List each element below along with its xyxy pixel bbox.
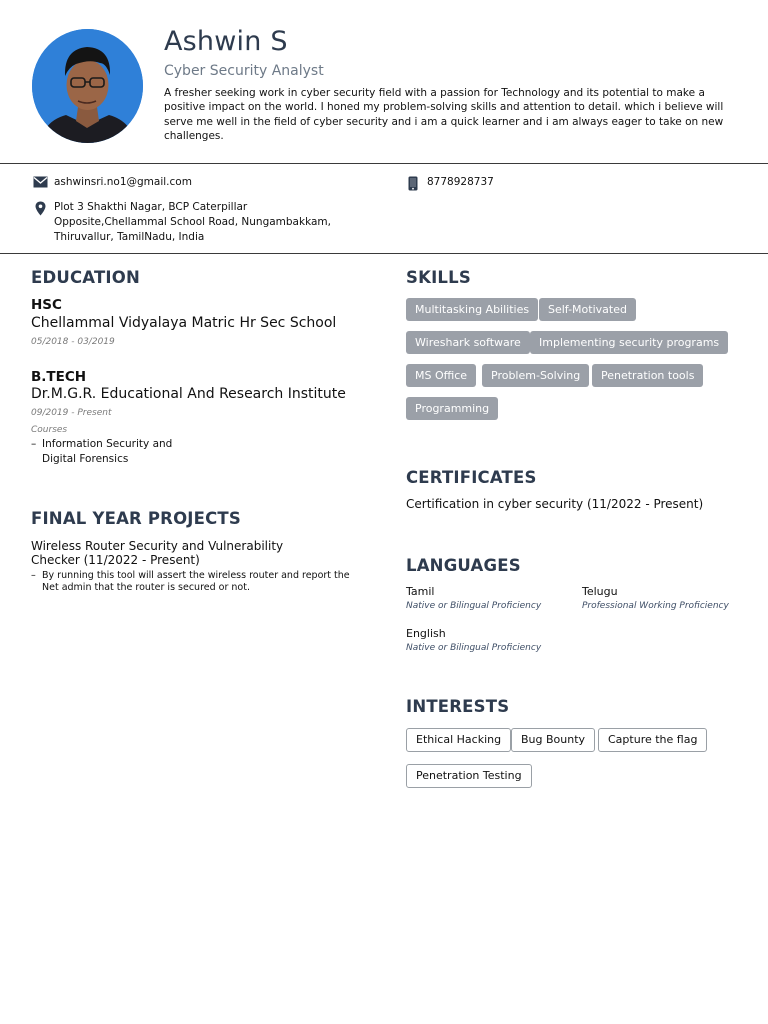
- skill-chip: Self-Motivated: [539, 298, 636, 321]
- course-item: [31, 437, 201, 466]
- bullet-dash: –: [31, 438, 37, 450]
- interest-chip: Bug Bounty: [511, 728, 595, 752]
- education-school: Chellammal Vidyalaya Matric Hr Sec School: [31, 315, 337, 331]
- language-level: Native or Bilingual Proficiency: [406, 601, 542, 611]
- education-school: Dr.M.G.R. Educational And Research Institute: [31, 386, 346, 402]
- skill-chip: Problem-Solving: [482, 364, 589, 387]
- education-degree: HSC: [31, 297, 62, 313]
- project-bullet-text: By running this tool will assert the wireless router and report the Net admin that the router is secured or not.: [42, 570, 350, 593]
- divider-middle: [0, 253, 768, 254]
- skill-chip: Programming: [406, 397, 498, 420]
- interests-heading: INTERESTS: [406, 697, 510, 716]
- profile-photo: [32, 29, 143, 143]
- envelope-icon: [31, 175, 49, 188]
- certificates-heading: CERTIFICATES: [406, 468, 537, 487]
- divider-top: [0, 163, 768, 164]
- language-name: Tamil: [406, 585, 435, 598]
- email-text: ashwinsri.no1@gmail.com: [54, 176, 192, 188]
- contact-email: [31, 175, 192, 190]
- bullet-dash: –: [31, 570, 36, 581]
- language-name: Telugu: [582, 585, 618, 598]
- language-name: English: [406, 627, 446, 640]
- project-title: Wireless Router Security and Vulnerability Checker (11/2022 - Present): [31, 539, 284, 567]
- interest-chip: Capture the flag: [598, 728, 707, 752]
- phone-text: 8778928737: [427, 176, 494, 188]
- mobile-phone-icon: [404, 175, 422, 191]
- certificate-item: Certification in cyber security (11/2022 - Present): [406, 497, 704, 511]
- project-bullet: [31, 570, 366, 593]
- education-degree: B.TECH: [31, 369, 87, 385]
- person-portrait-icon: [32, 29, 143, 143]
- skills-heading: SKILLS: [406, 268, 471, 287]
- contact-address: [31, 200, 341, 245]
- language-level: Native or Bilingual Proficiency: [406, 643, 542, 653]
- interest-chip: Ethical Hacking: [406, 728, 511, 752]
- profile-summary: A fresher seeking work in cyber security field with a passion for Technology and its potential to make a positive impact on the world. I honed my problem-solving skills and attention to detail. which i believe will serve me well in the field of cyber security and i am a quick learner and i am always eager to take on new challenges.: [164, 87, 724, 143]
- candidate-name: Ashwin S: [164, 26, 288, 57]
- interest-chip: Penetration Testing: [406, 764, 532, 788]
- skill-chip: Penetration tools: [592, 364, 703, 387]
- skill-chip: Implementing security programs: [530, 331, 728, 354]
- course-text: Information Security and Digital Forensics: [42, 438, 173, 465]
- location-pin-icon: [31, 200, 49, 216]
- courses-label: Courses: [31, 425, 68, 435]
- projects-heading: FINAL YEAR PROJECTS: [31, 509, 241, 528]
- address-text: Plot 3 Shakthi Nagar, BCP Caterpillar Opposite,Chellammal School Road, Nungambakkam, Thiruvallur, TamilNadu, India: [54, 201, 331, 243]
- skill-chip: MS Office: [406, 364, 476, 387]
- education-dates: 09/2019 - Present: [31, 408, 112, 418]
- job-title: Cyber Security Analyst: [164, 63, 324, 79]
- language-level: Professional Working Proficiency: [582, 601, 729, 611]
- skill-chip: Wireshark software: [406, 331, 530, 354]
- languages-heading: LANGUAGES: [406, 556, 521, 575]
- education-heading: EDUCATION: [31, 268, 140, 287]
- contact-phone: [404, 175, 494, 191]
- skill-chip: Multitasking Abilities: [406, 298, 538, 321]
- education-dates: 05/2018 - 03/2019: [31, 337, 115, 347]
